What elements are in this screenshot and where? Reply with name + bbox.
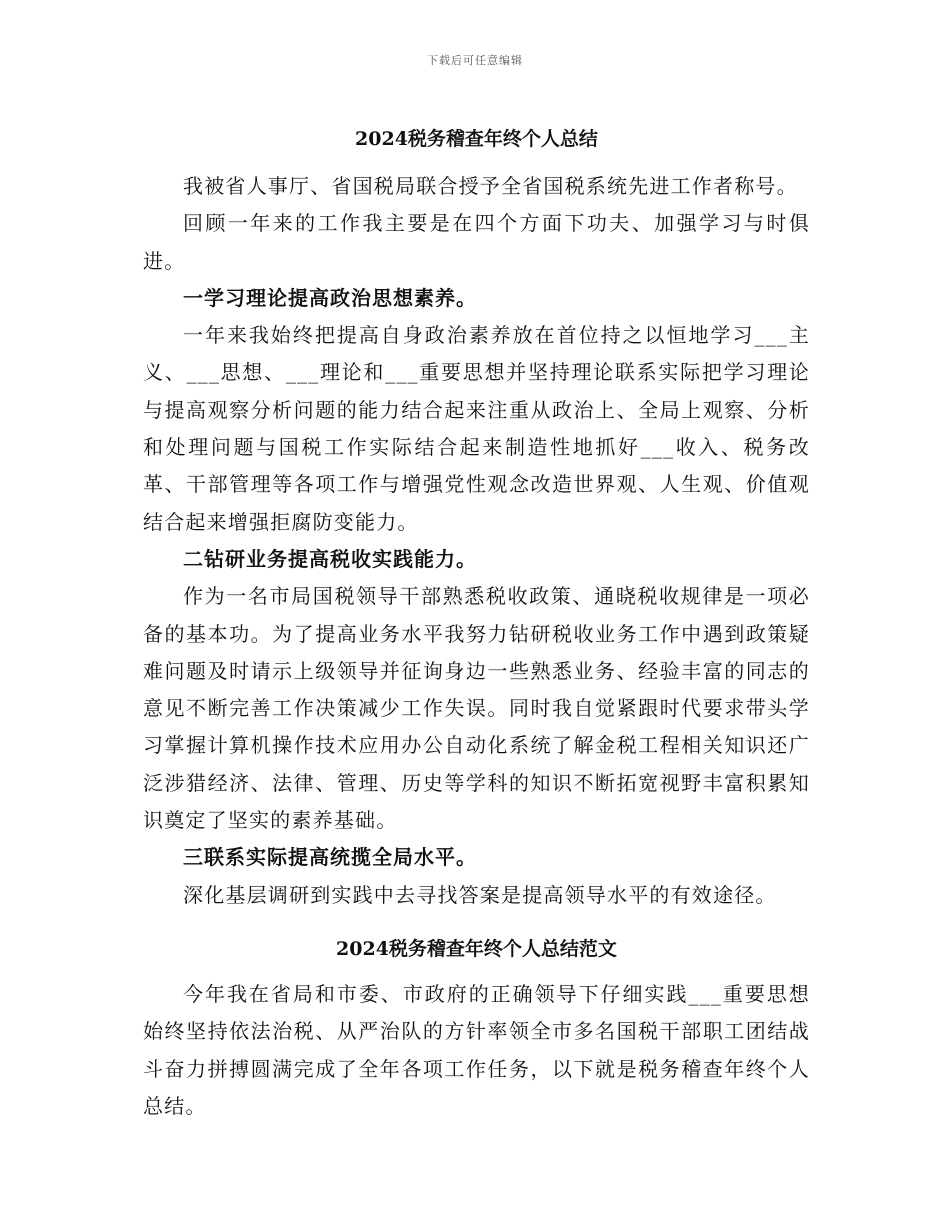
intro-paragraph-1: 我被省人事厅、省国税局联合授予全省国税系统先进工作者称号。 [183,174,798,198]
document-body [143,118,810,1125]
section-body-3: 深化基层调研到实践中去寻找答案是提高领导水平的有效途径。 [183,882,777,907]
document-title: 2024税务稽查年终个人总结 [355,128,598,150]
header-note: 下载后可任意编辑 [427,54,523,67]
intro-paragraph-2: 回顾一年来的工作我主要是在四个方面下功夫、加强学习与时俱进。 [143,211,810,273]
section-body-2: 作为一名市局国税领导干部熟悉税收政策、通晓税收规律是一项必备的基本功。为了提高业务水平我努力钻研税收业务工作中遇到政策疑难问题及时请示上级领导并征询身边一些熟悉业务、经验丰富的同志的意见不断完善工作决策减少工作失误。同时我自觉紧跟时代要求带头学习掌握计算机操作技术应用办公自动化系统了解金税工程相关知识还广泛涉猎经济、法律、管理、历史等学科的知识不断拓宽视野丰富积累知识奠定了坚实的素养基础。 [143,584,810,833]
section-body-1: 一年来我始终把提高自身政治素养放在首位持之以恒地学习___主义、___思想、___理论和___重要思想并坚持理论联系实际把学习理论与提高观察分析问题的能力结合起来注重从政治上、全局上观察、分析和处理问题与国税工作实际结合起来制造性地抓好___收入、税务改革、干部管理等各项工作与增强党性观念改造世界观、人生观、价值观结合起来增强拒腐防变能力。 [143,323,810,534]
second-document-title: 2024税务稽查年终个人总结范文 [336,937,617,960]
second-body-1: 今年我在省局和市委、市政府的正确领导下仔细实践___重要思想始终坚持依法治税、从严治队的方针率领全市多名国税干部职工团结战斗奋力拼搏圆满完成了全年各项工作任务，以下就是税务稽查年终个人总结。 [143,981,810,1118]
section-heading-1: 一学习理论提高政治思想素养。 [183,285,477,310]
section-heading-2: 二钻研业务提高税收实践能力。 [183,546,477,571]
section-heading-3: 三联系实际提高统揽全局水平。 [183,845,477,870]
